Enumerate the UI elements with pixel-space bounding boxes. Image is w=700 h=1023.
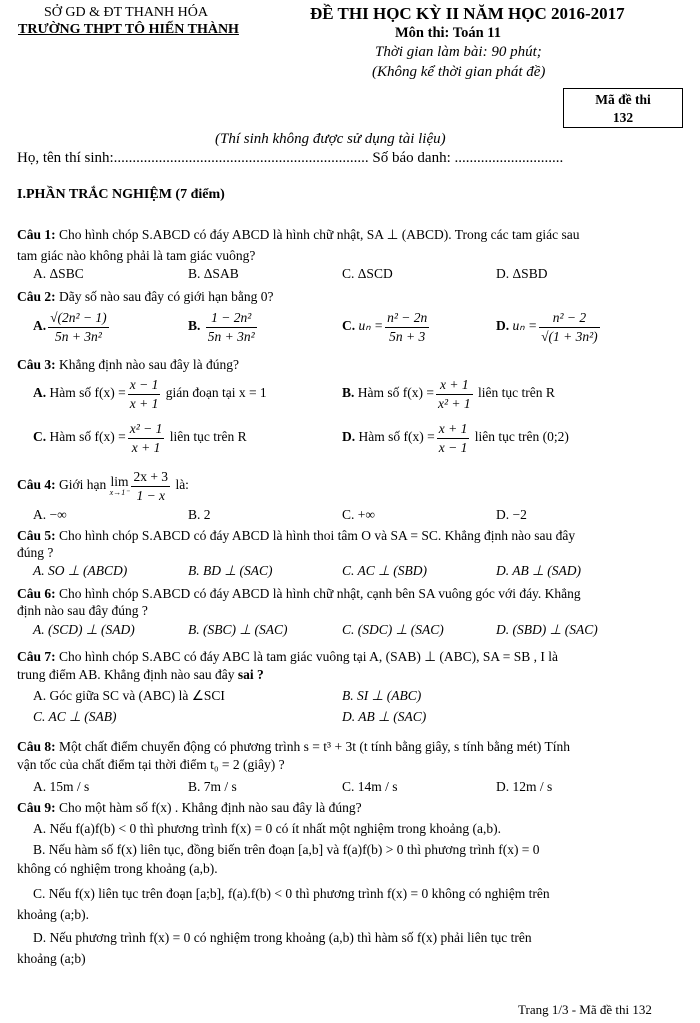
q9-option-c-cont: khoảng (a;b). <box>17 907 89 922</box>
q2-option-d: D. uₙ = $\frac{\text{n² − 2}}{\text{√(1 + 3n²)}}$ <box>496 310 598 344</box>
question-label: Câu 1: <box>17 227 56 242</box>
q4-option-d: D. −2 <box>496 507 527 522</box>
exam-code-label: Mã đề thi <box>595 92 651 107</box>
question-8-text-cont: vận tốc của chất điểm tại thời điểm t₀ = 2 (giây) ? <box>17 757 285 772</box>
question-6: Câu 6: Cho hình chóp S.ABCD có đáy ABCD là hình chữ nhật, cạnh bên SA vuông góc với đáy. Khẳng <box>17 586 581 601</box>
q8-option-b: B. 7m / s <box>188 779 237 794</box>
q1-option-d: D. ΔSBD <box>496 266 548 281</box>
question-7-text-cont: trung điểm AB. Khẳng định nào sau đây sai ? <box>17 667 264 682</box>
instruction: (Thí sinh không được sử dụng tài liệu) <box>215 131 446 147</box>
exam-code: 132 <box>612 109 634 125</box>
question-5: Câu 5: Cho hình chóp S.ABCD có đáy ABCD là hình thoi tâm O và SA = SC. Khẳng định nào sau đây <box>17 528 576 543</box>
q1-option-c: C. ΔSCD <box>342 266 393 281</box>
q4-option-b: B. 2 <box>188 507 211 522</box>
q9-option-b-cont: không có nghiệm trong khoảng (a,b). <box>17 861 218 876</box>
q7-option-c: C. AC ⊥ (SAB) <box>33 709 117 724</box>
q8-option-c: C. 14m / s <box>342 779 398 794</box>
question-8: Câu 8: Một chất điểm chuyển động có phương trình s = t³ + 3t (t tính bằng giây, s tính bằng mét) Tính <box>17 739 571 754</box>
q7-option-d: D. AB ⊥ (SAC) <box>342 709 427 724</box>
department-name: SỞ GD & ĐT THANH HÓA <box>44 5 208 20</box>
q1-option-a: A. ΔSBC <box>33 266 84 281</box>
question-6-text-cont: định nào sau đây đúng ? <box>17 603 148 618</box>
question-1-text-cont: tam giác nào không phải là tam giác vuông? <box>17 248 256 263</box>
q6-option-a: A. (SCD) ⊥ (SAD) <box>33 622 135 637</box>
candidate-info-line: Họ, tên thí sinh:.................................................................... Số báo danh: ............................. <box>17 150 564 166</box>
section-title: I.PHẦN TRẮC NGHIỆM (7 điểm) <box>17 187 225 202</box>
q4-option-a: A. −∞ <box>33 507 67 522</box>
q4-option-c: C. +∞ <box>342 507 375 522</box>
school-name: TRƯỜNG THPT TÔ HIẾN THÀNH <box>18 22 239 37</box>
exam-time-note: (Không kể thời gian phát đề) <box>372 64 546 80</box>
q9-option-b: B. Nếu hàm số f(x) liên tục, đồng biến trên đoạn [a,b] và f(a)f(b) > 0 thì phương trình f(x) = 0 <box>33 842 540 857</box>
q2-option-b: B. $\frac{\text{1 − 2n²}}{\text{5n + 3n²}}$ <box>188 310 255 344</box>
question-5-text-cont: đúng ? <box>17 545 54 560</box>
q3-option-d: D. Hàm số f(x) = $\frac{x + 1}{x - 1}$ liên tục trên (0;2) <box>342 421 569 455</box>
q5-option-b: B. BD ⊥ (SAC) <box>188 563 273 578</box>
question-2 <box>17 288 273 306</box>
q5-option-d: D. AB ⊥ (SAD) <box>496 563 581 578</box>
q5-option-c: C. AC ⊥ (SBD) <box>342 563 428 578</box>
page-footer: Trang 1/3 - Mã đề thi 132 <box>518 1002 652 1017</box>
q6-option-d: D. (SBD) ⊥ (SAC) <box>496 622 598 637</box>
question-9: Câu 9: Cho một hàm số f(x) . Khẳng định nào sau đây là đúng? <box>17 800 362 815</box>
q3-option-b: B. Hàm số f(x) = $\frac{x + 1}{\text{x² + 1}}$ liên tục trên R <box>342 377 555 411</box>
q6-option-c: C. (SDC) ⊥ (SAC) <box>342 622 444 637</box>
q6-option-b: B. (SBC) ⊥ (SAC) <box>188 622 288 637</box>
exam-code-box <box>563 88 683 128</box>
question-7: Câu 7: Cho hình chóp S.ABC có đáy ABC là tam giác vuông tại A, (SAB) ⊥ (ABC), SA = SB , I là <box>17 649 559 664</box>
question-text: Dãy số nào sau đây có giới hạn bằng 0? <box>59 289 274 304</box>
question-1 <box>17 226 579 244</box>
q8-option-a: A. 15m / s <box>33 779 90 794</box>
question-label: Câu 2: <box>17 289 56 304</box>
q9-option-a: A. Nếu f(a)f(b) < 0 thì phương trình f(x) = 0 có ít nhất một nghiệm trong khoảng (a,b). <box>33 821 501 836</box>
q7-option-b: B. SI ⊥ (ABC) <box>342 688 422 703</box>
q2-option-c: C. uₙ = $\frac{\text{n² − 2n}}{5n + 3}$ <box>342 310 428 344</box>
q9-option-d-cont: khoảng (a;b) <box>17 951 86 966</box>
q1-option-b: B. ΔSAB <box>188 266 239 281</box>
exam-duration: Thời gian làm bài: 90 phút; <box>375 44 542 60</box>
q8-option-d: D. 12m / s <box>496 779 553 794</box>
question-3: Câu 3: Khẳng định nào sau đây là đúng? <box>17 357 239 372</box>
q9-option-d: D. Nếu phương trình f(x) = 0 có nghiệm trong khoảng (a,b) thì hàm số f(x) phải liên tục trên <box>33 930 532 945</box>
q9-option-c: C. Nếu f(x) liên tục trên đoạn [a;b], f(a).f(b) < 0 thì phương trình f(x) = 0 không có nghiệm trên <box>33 886 550 901</box>
question-text: Cho hình chóp S.ABCD có đáy ABCD là hình chữ nhật, SA ⊥ (ABCD). Trong các tam giác sau <box>59 227 580 242</box>
exam-subject: Môn thi: Toán 11 <box>395 25 501 41</box>
q2-option-a: A. $\frac{\text{√(2n² − 1)}}{\text{5n + 3n²}}$ <box>33 310 107 344</box>
question-4: Câu 4: Giới hạn lim x→1⁻ $\frac{2x + 3}{1 - x}$ là: <box>17 469 189 503</box>
q3-option-c: C. Hàm số f(x) = $\frac{\text{x² − 1}}{x + 1}$ liên tục trên R <box>33 421 247 455</box>
q7-option-a: A. Góc giữa SC và (ABC) là ∠SCI <box>33 688 225 703</box>
exam-title: ĐỀ THI HỌC KỲ II NĂM HỌC 2016-2017 <box>310 4 625 23</box>
q3-option-a: A. Hàm số f(x) = $\frac{x - 1}{x + 1}$ gián đoạn tại x = 1 <box>33 377 267 411</box>
q5-option-a: A. SO ⊥ (ABCD) <box>33 563 128 578</box>
